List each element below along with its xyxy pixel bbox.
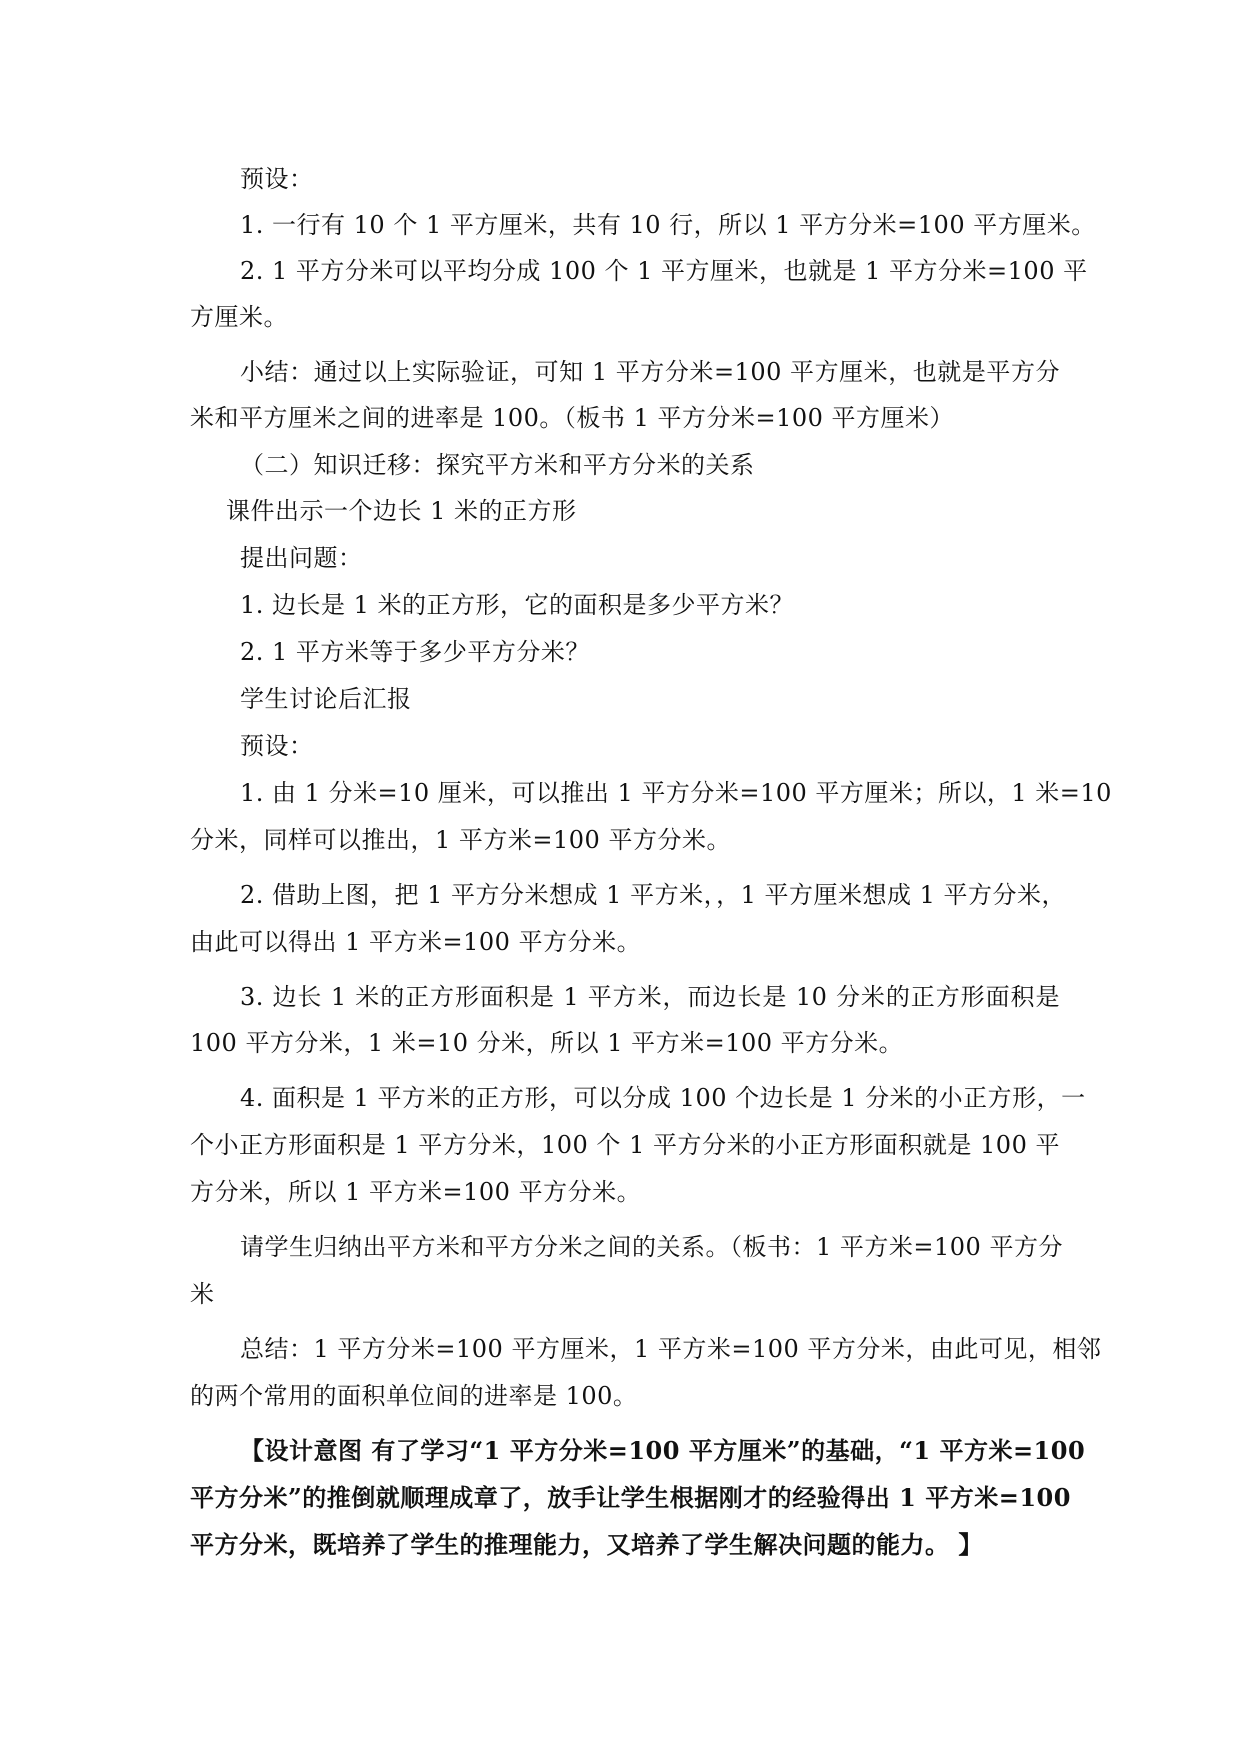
text-line: 总结：1 平方分米=100 平方厘米，1 平方米=100 平方分米，由此可见，相邻 bbox=[240, 1335, 1102, 1363]
text-line: 1. 一行有 10 个 1 平方厘米，共有 10 行，所以 1 平方分米=100 平方厘米。 bbox=[240, 211, 1096, 239]
text-line: 预设： bbox=[240, 732, 314, 760]
text-line: 预设： bbox=[240, 165, 314, 193]
text-line: 的两个常用的面积单位间的进率是 100。 bbox=[190, 1382, 638, 1410]
design-intent-line: 平方分米”的推倒就顺理成章了，放手让学生根据刚才的经验得出 1 平方米=100 bbox=[190, 1483, 1071, 1512]
text-line: 1. 边长是 1 米的正方形，它的面积是多少平方米？ bbox=[240, 591, 795, 619]
text-line: 米 bbox=[190, 1280, 215, 1308]
text-line: 4. 面积是 1 平方米的正方形，可以分成 100 个边长是 1 分米的小正方形，一 bbox=[240, 1084, 1086, 1112]
text-line: 3. 边长 1 米的正方形面积是 1 平方米，而边长是 10 分米的正方形面积是 bbox=[240, 983, 1060, 1011]
text-line: 1. 由 1 分米=10 厘米，可以推出 1 平方分米=100 平方厘米；所以，1 米=10 bbox=[240, 779, 1112, 807]
text-line: 提出问题： bbox=[240, 544, 363, 572]
text-line: 方分米，所以 1 平方米=100 平方分米。 bbox=[190, 1178, 642, 1206]
text-line: 小结：通过以上实际验证，可知 1 平方分米=100 平方厘米，也就是平方分 bbox=[240, 358, 1060, 386]
text-line: 个小正方形面积是 1 平方分米，100 个 1 平方分米的小正方形面积就是 100 平 bbox=[190, 1131, 1060, 1159]
text-line: 课件出示一个边长 1 米的正方形 bbox=[226, 497, 577, 525]
text-line: 请学生归纳出平方米和平方分米之间的关系。（板书：1 平方米=100 平方分 bbox=[240, 1233, 1063, 1261]
design-intent-line: 平方分米，既培养了学生的推理能力，又培养了学生解决问题的能力。 】 bbox=[190, 1530, 983, 1559]
text-line: 由此可以得出 1 平方米=100 平方分米。 bbox=[190, 928, 642, 956]
design-intent-line: 【设计意图 有了学习“1 平方分米=100 平方厘米”的基础，“1 平方米=100 bbox=[240, 1436, 1086, 1465]
text-line: 2. 借助上图，把 1 平方分米想成 1 平方米，，1 平方厘米想成 1 平方分米， bbox=[240, 881, 1067, 909]
text-line: 学生讨论后汇报 bbox=[240, 685, 412, 713]
text-line: 分米，同样可以推出，1 平方米=100 平方分米。 bbox=[190, 826, 731, 854]
text-line: 米和平方厘米之间的进率是 100。（板书 1 平方分米=100 平方厘米） bbox=[190, 404, 955, 432]
text-line: 100 平方分米，1 米=10 分米，所以 1 平方米=100 平方分米。 bbox=[190, 1029, 904, 1057]
text-line: 方厘米。 bbox=[190, 303, 288, 331]
section-heading: （二）知识迁移：探究平方米和平方分米的关系 bbox=[240, 451, 755, 479]
text-line: 2. 1 平方分米可以平均分成 100 个 1 平方厘米，也就是 1 平方分米=100 平 bbox=[240, 257, 1088, 285]
text-line: 2. 1 平方米等于多少平方分米？ bbox=[240, 638, 590, 666]
